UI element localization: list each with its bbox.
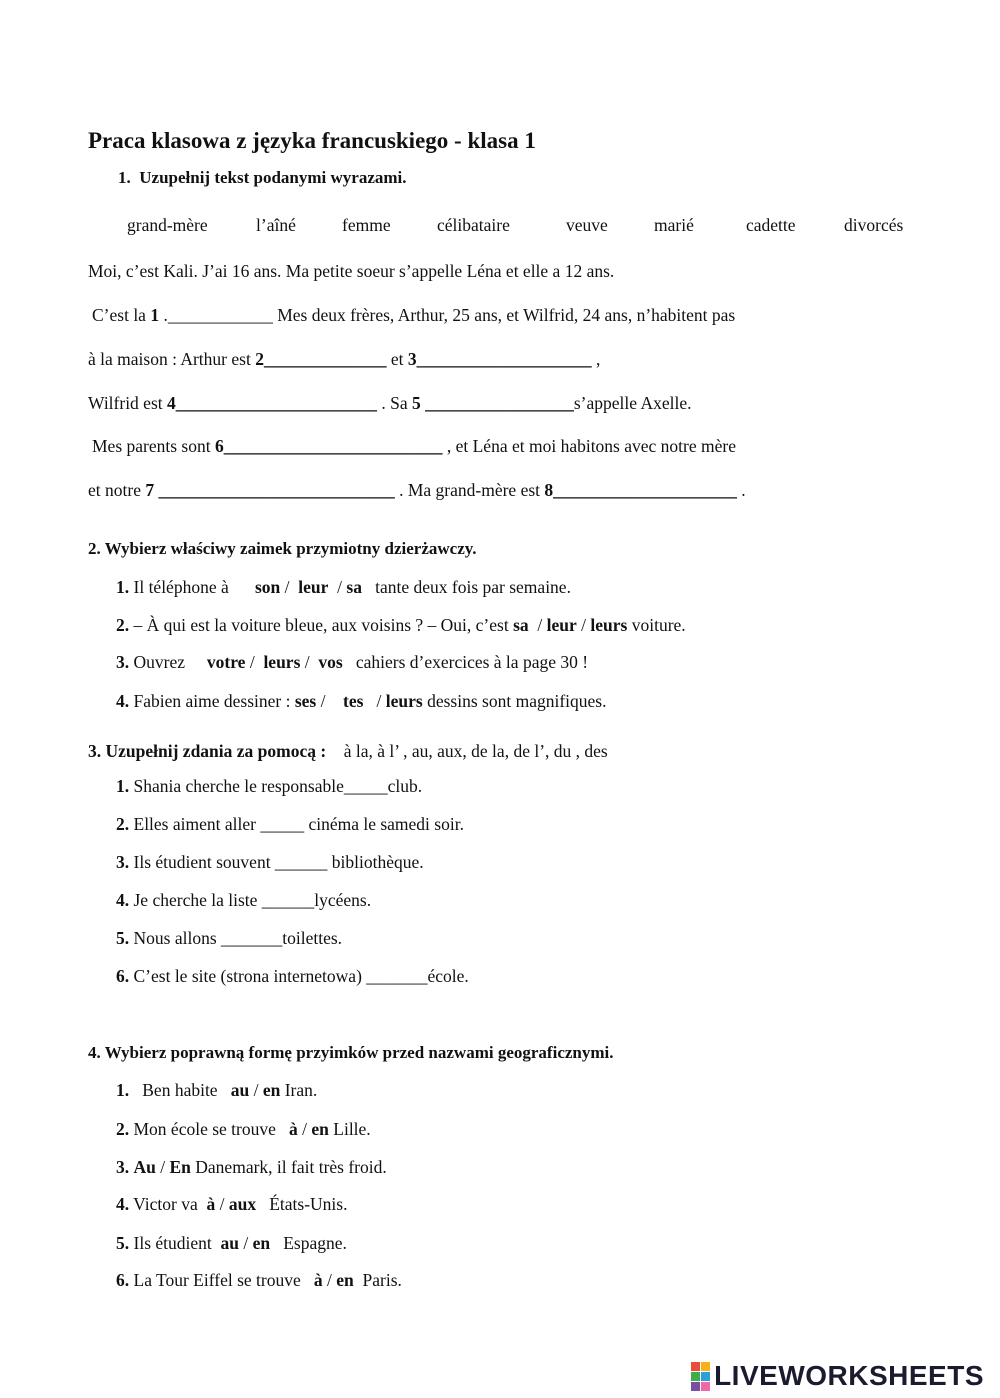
text-line-2: C’est la 1 .____________ Mes deux frères, Arthur, 25 ans, et Wilfrid, 24 ans, n’habitent pas xyxy=(92,305,736,325)
choice-option[interactable]: leurs xyxy=(385,691,423,711)
section-1-heading-text: Uzupełnij tekst podanymi wyrazami. xyxy=(139,168,407,187)
fill-blank[interactable]: Ils étudient souvent ______ bibliothèque. xyxy=(129,852,424,872)
blank-5[interactable]: _________________ xyxy=(420,393,574,413)
section-1-heading xyxy=(118,168,407,188)
choice-option[interactable]: leurs xyxy=(590,615,628,635)
text-line-3: à la maison : Arthur est 2______________ et 3____________________ , xyxy=(88,349,601,369)
fill-blank[interactable]: Elles aiment aller _____ cinéma le samedi soir. xyxy=(129,814,464,834)
choice-option[interactable]: à xyxy=(289,1119,298,1139)
s2-item-3: 3. Ouvrez votre / leurs / vos cahiers d’exercices à la page 30 ! xyxy=(116,652,589,672)
word-bank-item: femme xyxy=(342,215,391,235)
choice-option[interactable]: leur xyxy=(546,615,577,635)
choice-option[interactable]: son xyxy=(254,577,281,597)
word-bank-item: divorcés xyxy=(844,215,904,235)
fill-blank[interactable]: Shania cherche le responsable_____club. xyxy=(129,776,423,796)
blank-2[interactable]: ______________ xyxy=(263,349,387,369)
choice-option[interactable]: tes xyxy=(343,691,364,711)
choice-option[interactable]: en xyxy=(262,1080,281,1100)
s4-item-1: 1. Ben habite au / en Iran. xyxy=(116,1080,318,1100)
s2-item-1: 1. Il téléphone à son / leur / sa tante deux fois par semaine. xyxy=(116,577,571,597)
s4-item-3: 3. Au / En Danemark, il fait très froid. xyxy=(116,1157,387,1177)
word-bank-item: veuve xyxy=(566,215,608,235)
choice-option[interactable]: Au xyxy=(133,1157,156,1177)
blank-3[interactable]: ____________________ xyxy=(416,349,592,369)
section-3-heading: 3. Uzupełnij zdania za pomocą : à la, à l’ , au, aux, de la, de l’, du , des xyxy=(88,741,608,761)
s3-item-2: 2. Elles aiment aller _____ cinéma le samedi soir. xyxy=(116,814,464,834)
s4-item-6: 6. La Tour Eiffel se trouve à / en Paris. xyxy=(116,1270,402,1290)
text-line-1: Moi, c’est Kali. J’ai 16 ans. Ma petite soeur s’appelle Léna et elle a 12 ans. xyxy=(88,261,615,281)
s4-item-4: 4. Victor va à / aux États-Unis. xyxy=(116,1194,348,1214)
blank-number: 6 xyxy=(214,436,224,456)
blank-6[interactable]: _________________________ xyxy=(223,436,443,456)
choice-option[interactable]: leurs xyxy=(263,652,301,672)
choice-option[interactable]: en xyxy=(336,1270,354,1290)
s3-item-4: 4. Je cherche la liste ______lycéens. xyxy=(116,890,372,910)
liveworksheets-logo[interactable] xyxy=(691,1360,984,1392)
blank-number: 1 xyxy=(150,305,160,325)
choice-option[interactable]: au xyxy=(220,1233,239,1253)
blank-8[interactable]: _____________________ xyxy=(553,480,737,500)
section-2-heading: 2. Wybierz właściwy zaimek przymiotny dzierżawczy. xyxy=(88,539,477,558)
s3-item-1: 1. Shania cherche le responsable_____club. xyxy=(116,776,423,796)
s3-item-6: 6. C’est le site (strona internetowa) _______école. xyxy=(116,966,469,986)
fill-blank[interactable]: Nous allons _______toilettes. xyxy=(129,928,343,948)
blank-number: 2 xyxy=(255,349,264,369)
word-bank-item: marié xyxy=(654,215,694,235)
text-line-4: Wilfrid est 4_______________________ . Sa 5 _________________s’appelle Axelle. xyxy=(88,393,692,413)
choice-option[interactable]: au xyxy=(230,1080,250,1100)
choice-option[interactable]: sa xyxy=(513,615,529,635)
blank-7[interactable]: ___________________________ xyxy=(154,480,395,500)
choice-option[interactable]: ses xyxy=(294,691,317,711)
choice-option[interactable]: votre xyxy=(206,652,246,672)
choice-option[interactable]: vos xyxy=(318,652,343,672)
s2-item-2: 2. – À qui est la voiture bleue, aux voisins ? – Oui, c’est sa / leur / leurs voiture. xyxy=(116,615,686,635)
choice-option[interactable]: aux xyxy=(228,1194,257,1214)
choice-option[interactable]: en xyxy=(252,1233,271,1253)
choice-option[interactable]: en xyxy=(311,1119,329,1139)
choice-option[interactable]: à xyxy=(206,1194,216,1214)
fill-blank[interactable]: C’est le site (strona internetowa) _______école. xyxy=(129,966,469,986)
s3-item-5: 5. Nous allons _______toilettes. xyxy=(116,928,343,948)
word-bank-item: l’aîné xyxy=(256,215,296,235)
s4-item-2: 2. Mon école se trouve à / en Lille. xyxy=(116,1119,371,1139)
blank-4[interactable]: _______________________ xyxy=(175,393,377,413)
blank-1[interactable]: .____________ Mes deux frères, Arthur, 25 ans, et Wilfrid, 24 ans, n’habitent pas xyxy=(159,305,736,325)
section-1-number: 1. xyxy=(118,168,131,187)
blank-number: 4 xyxy=(167,393,176,413)
s4-item-5: 5. Ils étudient au / en Espagne. xyxy=(116,1233,347,1253)
choice-option[interactable]: En xyxy=(169,1157,191,1177)
word-bank-item: cadette xyxy=(746,215,796,235)
fill-blank[interactable]: Je cherche la liste ______lycéens. xyxy=(129,890,372,910)
text-line-6: et notre 7 ___________________________ . Ma grand-mère est 8_____________________ . xyxy=(88,480,746,500)
logo-mark-icon xyxy=(691,1362,710,1391)
word-bank-item: grand-mère xyxy=(127,215,208,235)
section-3-options: à la, à l’ , au, aux, de la, de l’, du , des xyxy=(343,741,608,761)
blank-number: 7 xyxy=(145,480,155,500)
page-title: Praca klasowa z języka francuskiego - klasa 1 xyxy=(88,128,536,153)
logo-text: LIVEWORKSHEETS xyxy=(714,1360,984,1391)
blank-number: 8 xyxy=(544,480,554,500)
s3-item-3: 3. Ils étudient souvent ______ bibliothèque. xyxy=(116,852,424,872)
choice-option[interactable]: à xyxy=(313,1270,323,1290)
blank-number: 3 xyxy=(407,349,417,369)
s2-item-4: 4. Fabien aime dessiner : ses / tes / leurs dessins sont magnifiques. xyxy=(116,691,607,711)
section-4-heading: 4. Wybierz poprawną formę przyimków przed nazwami geograficznymi. xyxy=(88,1043,614,1062)
text-line-5: Mes parents sont 6_________________________ , et Léna et moi habitons avec notre mère xyxy=(92,436,736,456)
choice-option[interactable]: leur xyxy=(298,577,329,597)
choice-option[interactable]: sa xyxy=(346,577,362,597)
word-bank-item: célibataire xyxy=(437,215,510,235)
blank-number: 5 xyxy=(412,393,421,413)
word-bank xyxy=(0,215,1000,239)
